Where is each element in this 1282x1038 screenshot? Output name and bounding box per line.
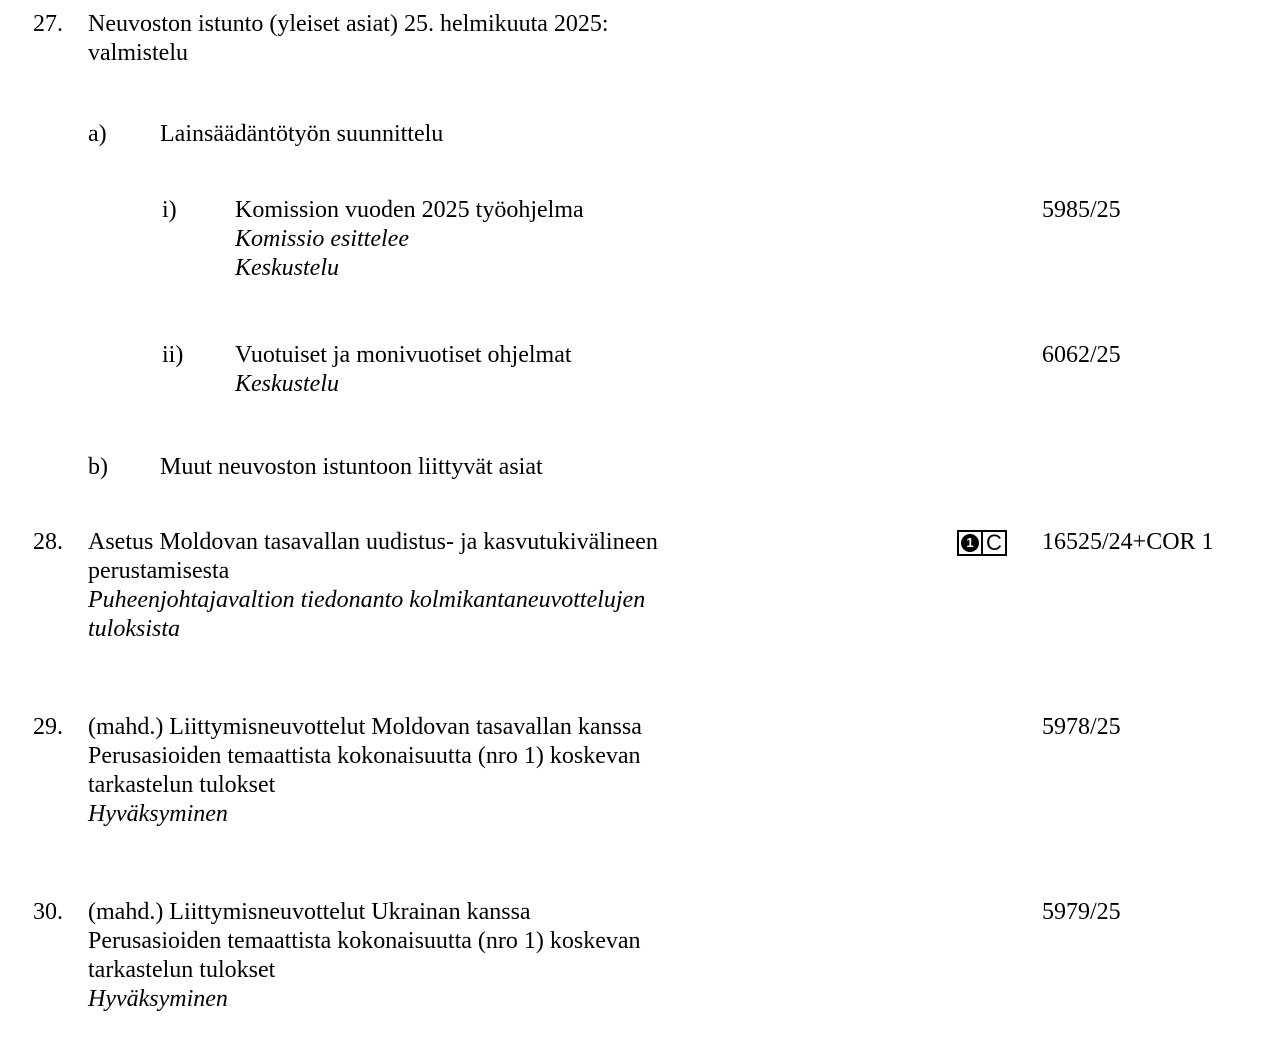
item-27a-ii-note1: Keskustelu [235, 371, 339, 397]
item-29-line3: tarkastelun tulokset [88, 772, 276, 798]
item-28-note1: Puheenjohtajavaltion tiedonanto kolmikantaneuvottelujen [88, 587, 646, 613]
item-30-number: 30. [33, 899, 63, 925]
item-27a-i-reference: 5985/25 [1042, 197, 1121, 223]
item-29-note1: Hyväksyminen [88, 801, 228, 827]
item-27a-ii-text [235, 341, 572, 399]
item-27-number: 27. [33, 11, 63, 37]
item-29-text [88, 713, 642, 829]
item-29-reference: 5978/25 [1042, 714, 1121, 740]
item-27a-i-text [235, 196, 584, 283]
item-27a-label: a) [88, 121, 107, 147]
c-marker-icon [983, 530, 1007, 556]
item-27a-title: Lainsäädäntötyön suunnittelu [160, 121, 444, 147]
item-28-number: 28. [33, 529, 63, 555]
item-28-note2: tuloksista [88, 616, 181, 642]
item-27a-ii-label: ii) [162, 342, 184, 368]
item-27a-ii-reference: 6062/25 [1042, 342, 1121, 368]
public-session-icon [957, 530, 983, 556]
item-30-line1: (mahd.) Liittymisneuvottelut Ukrainan kanssa [88, 899, 531, 925]
item-30-reference: 5979/25 [1042, 899, 1121, 925]
item-28-reference: 16525/24+COR 1 [1042, 529, 1214, 555]
item-29-number: 29. [33, 714, 63, 740]
item-29-line1: (mahd.) Liittymisneuvottelut Moldovan tasavallan kanssa [88, 714, 642, 740]
item-27a-i-label: i) [162, 197, 177, 223]
item-27a-ii-title: Vuotuiset ja monivuotiset ohjelmat [235, 342, 572, 368]
item-30-line3: tarkastelun tulokset [88, 957, 276, 983]
item-27b-title: Muut neuvoston istuntoon liittyvät asiat [160, 454, 543, 480]
item-28-line1: Asetus Moldovan tasavallan uudistus- ja kasvutukivälineen [88, 529, 658, 555]
item-30-note1: Hyväksyminen [88, 986, 228, 1012]
item-27-title-line1: Neuvoston istunto (yleiset asiat) 25. helmikuuta 2025: [88, 11, 609, 37]
item-27a-i-note1: Komissio esittelee [235, 226, 409, 252]
public-deliberation-marker [957, 530, 1007, 556]
public-session-icon-number: 1 [961, 534, 979, 552]
item-27b-label: b) [88, 454, 108, 480]
item-27-title-line2: valmistelu [88, 40, 188, 66]
item-29-line2: Perusasioiden temaattista kokonaisuutta (nro 1) koskevan [88, 743, 641, 769]
c-marker-letter: C [986, 530, 1002, 555]
item-28-line2: perustamisesta [88, 558, 230, 584]
item-30-text [88, 898, 641, 1014]
item-27a-i-note2: Keskustelu [235, 255, 339, 281]
item-27a-i-title: Komission vuoden 2025 työohjelma [235, 197, 584, 223]
item-28-text [88, 528, 658, 644]
item-30-line2: Perusasioiden temaattista kokonaisuutta (nro 1) koskevan [88, 928, 641, 954]
item-27-title [88, 10, 609, 68]
